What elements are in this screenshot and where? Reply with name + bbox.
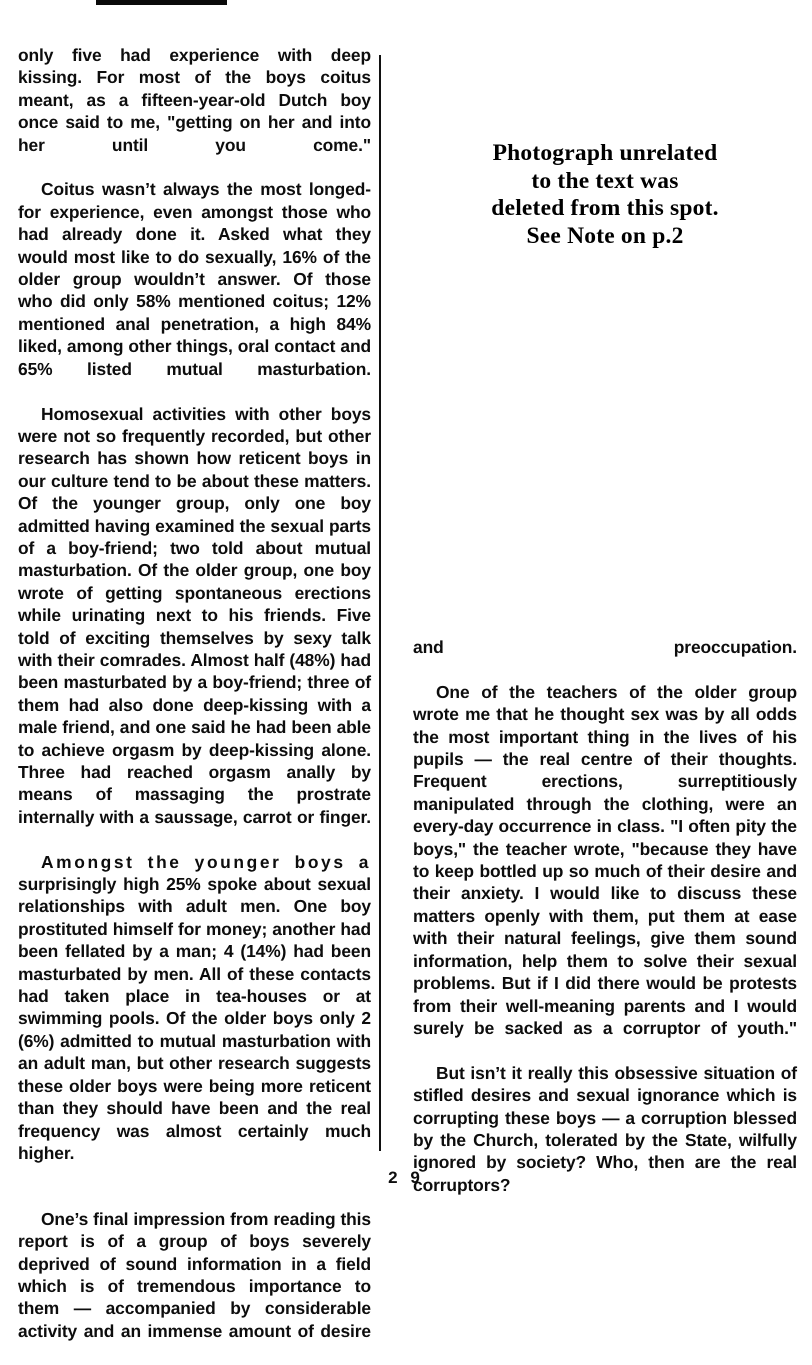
paragraph: But isn’t it really this obsessive situation of stifled desires and sexual ignorance which is corrupting these boys — a corruption blessed by the Church, tolerated by the State, wilfully ignored by society? Who, then are the real corruptors? bbox=[413, 1062, 797, 1195]
paragraph-final: One’s final impression from reading this report is of a group of boys severely deprived of sound information in a field which is of tremendous importance to them — accompanied by considerable activity and an immense amount of desire bbox=[18, 1208, 371, 1341]
notice-line: to the text was bbox=[531, 167, 679, 194]
vertical-column-divider bbox=[379, 55, 381, 1151]
notice-line: deleted from this spot. bbox=[491, 195, 719, 221]
photo-deleted-notice bbox=[413, 140, 797, 250]
paragraph: Homosexual activities with other boys were not so frequently recorded, but other research has shown how reticent boys in our culture tend to be about these matters. Of the younger group, only one boy admitted having examined the sexual parts of a boy-friend; two told about mutual masturbation. Of the older group, one boy wrote of getting spontaneous erections while urinating next to his friends. Five told of exciting themselves by sexy talk with their comrades. Almost half (48%) had been masturbated by a boy-friend; three of them had also done deep-kissing with a male friend, and one said he had been able to achieve orgasm by deep-kissing alone. Three had reached orgasm anally by means of massaging the prostrate internally with a saussage, carrot or finger. bbox=[18, 403, 371, 827]
notice-line: See Note on p.2 bbox=[526, 222, 684, 249]
paragraph-amongst bbox=[18, 851, 371, 1187]
paragraph-lead-line: Amongst the younger boys a bbox=[41, 851, 371, 872]
paragraph: One of the teachers of the older group wrote me that he thought sex was by all odds the most important thing in the lives of his pupils — the real centre of their thoughts. Frequent erections, surreptitiously manipulated through the clothing, were an every-day occurrence in class. "I often pity the boys," the teacher wrote, "because they have to keep bottled up so much of their desire and their anxiety. I would like to discuss these matters openly with them, put them at ease with their natural feelings, give them sound information, help them to solve their sexual problems. But if I did there would be protests from their well-meaning parents and I would surely be sacked as a corruptor of youth." bbox=[413, 681, 797, 1038]
paragraph: and preoccupation. bbox=[413, 637, 797, 657]
notice-line: Photograph unrelated bbox=[492, 140, 718, 166]
page-number: 2 9 bbox=[388, 1168, 424, 1187]
paragraph: only five had experience with deep kissing. For most of the boys coitus meant, as a fifteen-year-old Dutch boy once said to me, "getting on her and into her until you come." bbox=[18, 45, 371, 155]
black-redaction-bar bbox=[96, 0, 227, 5]
paragraph: Coitus wasn’t always the most longed-for experience, even amongst those who had already done it. Asked what they would most like to do sexually, 16% of the older group wouldn’t answer. Of those who did only 58% mentioned coitus; 12% mentioned anal penetration, a high 84% liked, among other things, oral contact and 65% listed mutual masturbation. bbox=[18, 179, 371, 379]
right-text-column bbox=[413, 636, 797, 1219]
paragraph-body: surprisingly high 25% spoke about sexual relationships with adult men. One boy prostituted himself for money; another had been fellated by a man; 4 (14%) had been masturbated by men. All of these contacts had taken place in tea-houses or at swimming pools. Of the older boys only 2 (6%) admitted to mutual masturbation with an adult man, but other research suggests these older boys were being more reticent than they should have been and the real frequency was almost certainly much higher. bbox=[18, 874, 371, 1163]
left-text-column bbox=[18, 44, 371, 1365]
